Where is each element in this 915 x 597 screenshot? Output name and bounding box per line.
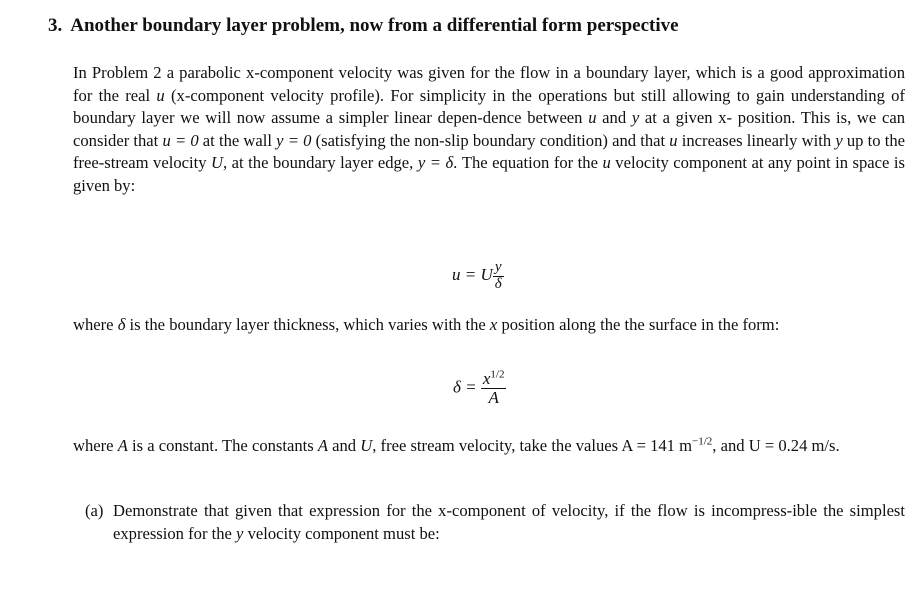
math-inline: A = 141 m	[621, 436, 693, 455]
text-run: at a given x- position. This is, we can consider that	[73, 108, 905, 150]
text-run: . The equation for the	[453, 153, 603, 173]
fraction-numerator	[481, 370, 507, 388]
equation-lhs: δ =	[453, 377, 481, 397]
math-inline: y = δ	[417, 153, 454, 173]
math-var: y	[835, 130, 843, 150]
intro-paragraph	[73, 62, 905, 198]
text-run: at the wall	[198, 130, 277, 150]
math-var: y	[236, 523, 244, 543]
text-run: velocity component must be:	[243, 523, 440, 543]
problem-title: Another boundary layer problem, now from a differential form perspective	[70, 15, 679, 36]
text-run: and	[596, 108, 632, 128]
part-a-label: (a)	[85, 501, 104, 520]
constants-paragraph	[73, 435, 905, 458]
thickness-paragraph	[73, 314, 905, 337]
fraction	[481, 370, 507, 407]
math-inline: u = 0	[162, 130, 199, 150]
equation-lhs: u = U	[452, 265, 493, 285]
text-run: where	[73, 315, 118, 334]
text-run: velocity component at any point in space is given by:	[73, 153, 905, 195]
fraction-numerator: y	[494, 259, 502, 275]
fraction-denominator: A	[481, 388, 507, 407]
text-run: Demonstrate that given that expression for the x-component of velocity, if the flow is incompress-ible the simplest expression for the	[113, 501, 905, 543]
text-run: up to the free-stream velocity	[73, 130, 906, 173]
math-var: u	[669, 130, 678, 150]
thickness-equation	[453, 370, 506, 407]
math-var: A	[117, 436, 128, 455]
math-var: δ	[117, 315, 126, 334]
math-inline: y = 0	[276, 130, 312, 150]
math-var: x	[489, 315, 498, 334]
math-inline: U = 0.24 m/s	[748, 436, 836, 455]
text-run: is a constant. The constants	[127, 436, 318, 455]
math-var: A	[317, 436, 328, 455]
problem-number: 3.	[48, 15, 63, 36]
math-var: U	[360, 436, 373, 455]
math-var: y	[631, 108, 640, 128]
text-run: increases linearly with	[677, 130, 836, 150]
numerator-base: x	[482, 369, 491, 388]
text-run: position along the the surface in the form:	[497, 315, 780, 334]
numerator-exponent: 1/2	[490, 368, 505, 381]
math-var: U	[211, 153, 224, 173]
text-run: and	[328, 436, 361, 455]
fraction	[493, 260, 504, 293]
text-run: where	[73, 436, 118, 455]
text-run: is the boundary layer thickness, which varies with the	[125, 315, 490, 334]
text-run: .	[835, 436, 840, 455]
problem-heading	[48, 15, 679, 37]
text-run: , and	[712, 436, 749, 455]
text-run: , free stream velocity, take the values	[372, 436, 622, 455]
velocity-equation	[452, 260, 504, 293]
part-a-item	[85, 500, 905, 545]
text-run: (x-component velocity profile). For simplicity in the operations but still allowing to gain understanding of boundary layer we will now assume a simpler linear depen-dence between	[73, 85, 905, 128]
text-run: , at the boundary layer edge,	[223, 153, 418, 173]
math-var: u	[602, 153, 611, 173]
math-var: u	[156, 85, 165, 105]
fraction-denominator: δ	[494, 275, 502, 292]
math-var: u	[588, 108, 597, 128]
math-exponent: −1/2	[692, 435, 713, 448]
text-run: (satisfying the non-slip boundary condition) and that	[311, 130, 670, 150]
text-run: In Problem 2 a parabolic x-component velocity was given for the flow in a boundary layer, which is a good approximation for the real	[73, 63, 905, 105]
part-a-text	[113, 500, 905, 545]
